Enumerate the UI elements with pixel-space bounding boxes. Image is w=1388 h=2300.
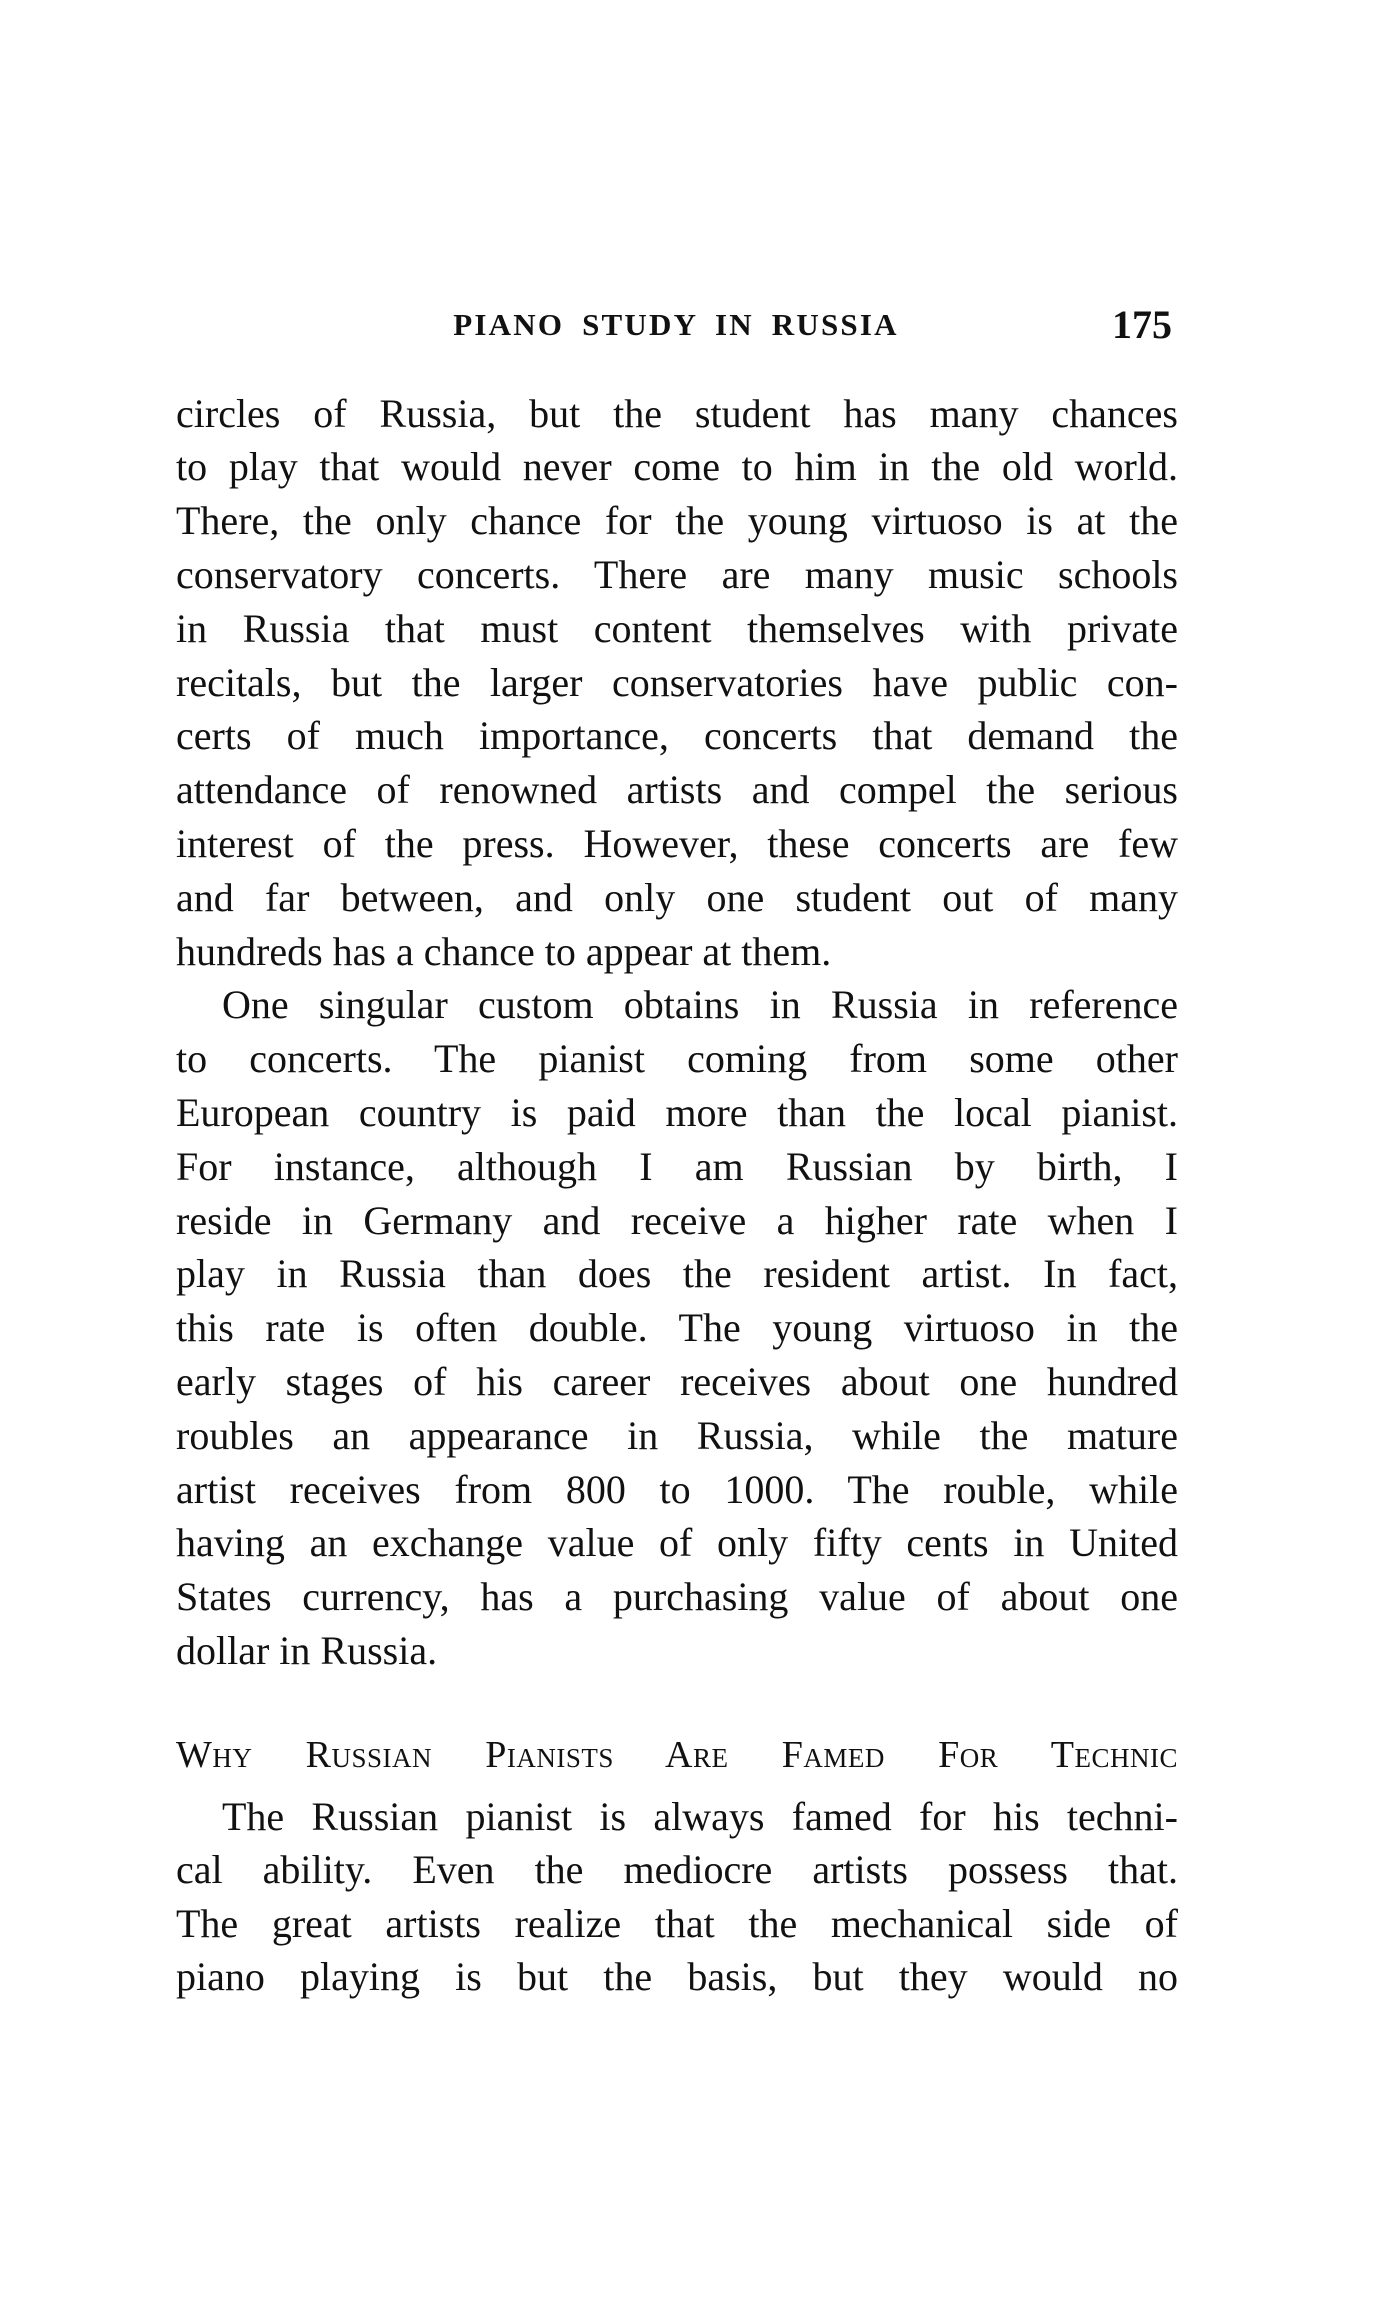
running-head-title: PIANO STUDY IN RUSSIA — [453, 307, 899, 342]
text-line: attendance of renowned artists and compel the serious — [176, 767, 1178, 813]
text-line: early stages of his career receives about one hundred — [176, 1358, 1178, 1404]
section-heading: Why Russian Pianists Are Famed For Technic — [176, 1734, 1178, 1776]
text-line: For instance, although I am Russian by birth, I — [176, 1143, 1178, 1189]
text-line: this rate is often double. The young virtuoso in the — [176, 1305, 1178, 1351]
text-line: circles of Russia, but the student has many chances — [176, 390, 1178, 436]
text-line: certs of much importance, concerts that demand the — [176, 713, 1178, 759]
text-line: to play that would never come to him in the old world. — [176, 444, 1178, 490]
text-line: The Russian pianist is always famed for his techni- — [222, 1793, 1178, 1839]
page-number: 175 — [1112, 302, 1172, 347]
text-line: play in Russia than does the resident artist. In fact, — [176, 1251, 1178, 1297]
text-line: piano playing is but the basis, but they would no — [176, 1954, 1178, 1999]
text-line: interest of the press. However, these concerts are few — [176, 820, 1178, 866]
text-line: reside in Germany and receive a higher rate when I — [176, 1197, 1178, 1243]
text-line: and far between, and only one student out of many — [176, 874, 1178, 920]
text-line: dollar in Russia. — [176, 1627, 438, 1673]
text-line: There, the only chance for the young virtuoso is at the — [176, 498, 1178, 544]
text-line: States currency, has a purchasing value of about one — [176, 1574, 1178, 1620]
text-line: European country is paid more than the local pianist. — [176, 1089, 1178, 1135]
text-line: having an exchange value of only fifty cents in United — [176, 1520, 1178, 1566]
text-line: to concerts. The pianist coming from some other — [176, 1036, 1178, 1082]
text-line: conservatory concerts. There are many music schools — [176, 551, 1178, 597]
text-line: One singular custom obtains in Russia in reference — [222, 982, 1178, 1028]
text-line: in Russia that must content themselves with private — [176, 605, 1178, 651]
text-line: cal ability. Even the mediocre artists possess that. — [176, 1847, 1178, 1892]
text-line: hundreds has a chance to appear at them. — [176, 928, 832, 974]
text-line: artist receives from 800 to 1000. The rouble, while — [176, 1466, 1178, 1512]
text-line: recitals, but the larger conservatories have public con- — [176, 659, 1178, 705]
text-line: roubles an appearance in Russia, while the mature — [176, 1412, 1178, 1458]
text-line: The great artists realize that the mechanical side of — [176, 1900, 1178, 1946]
